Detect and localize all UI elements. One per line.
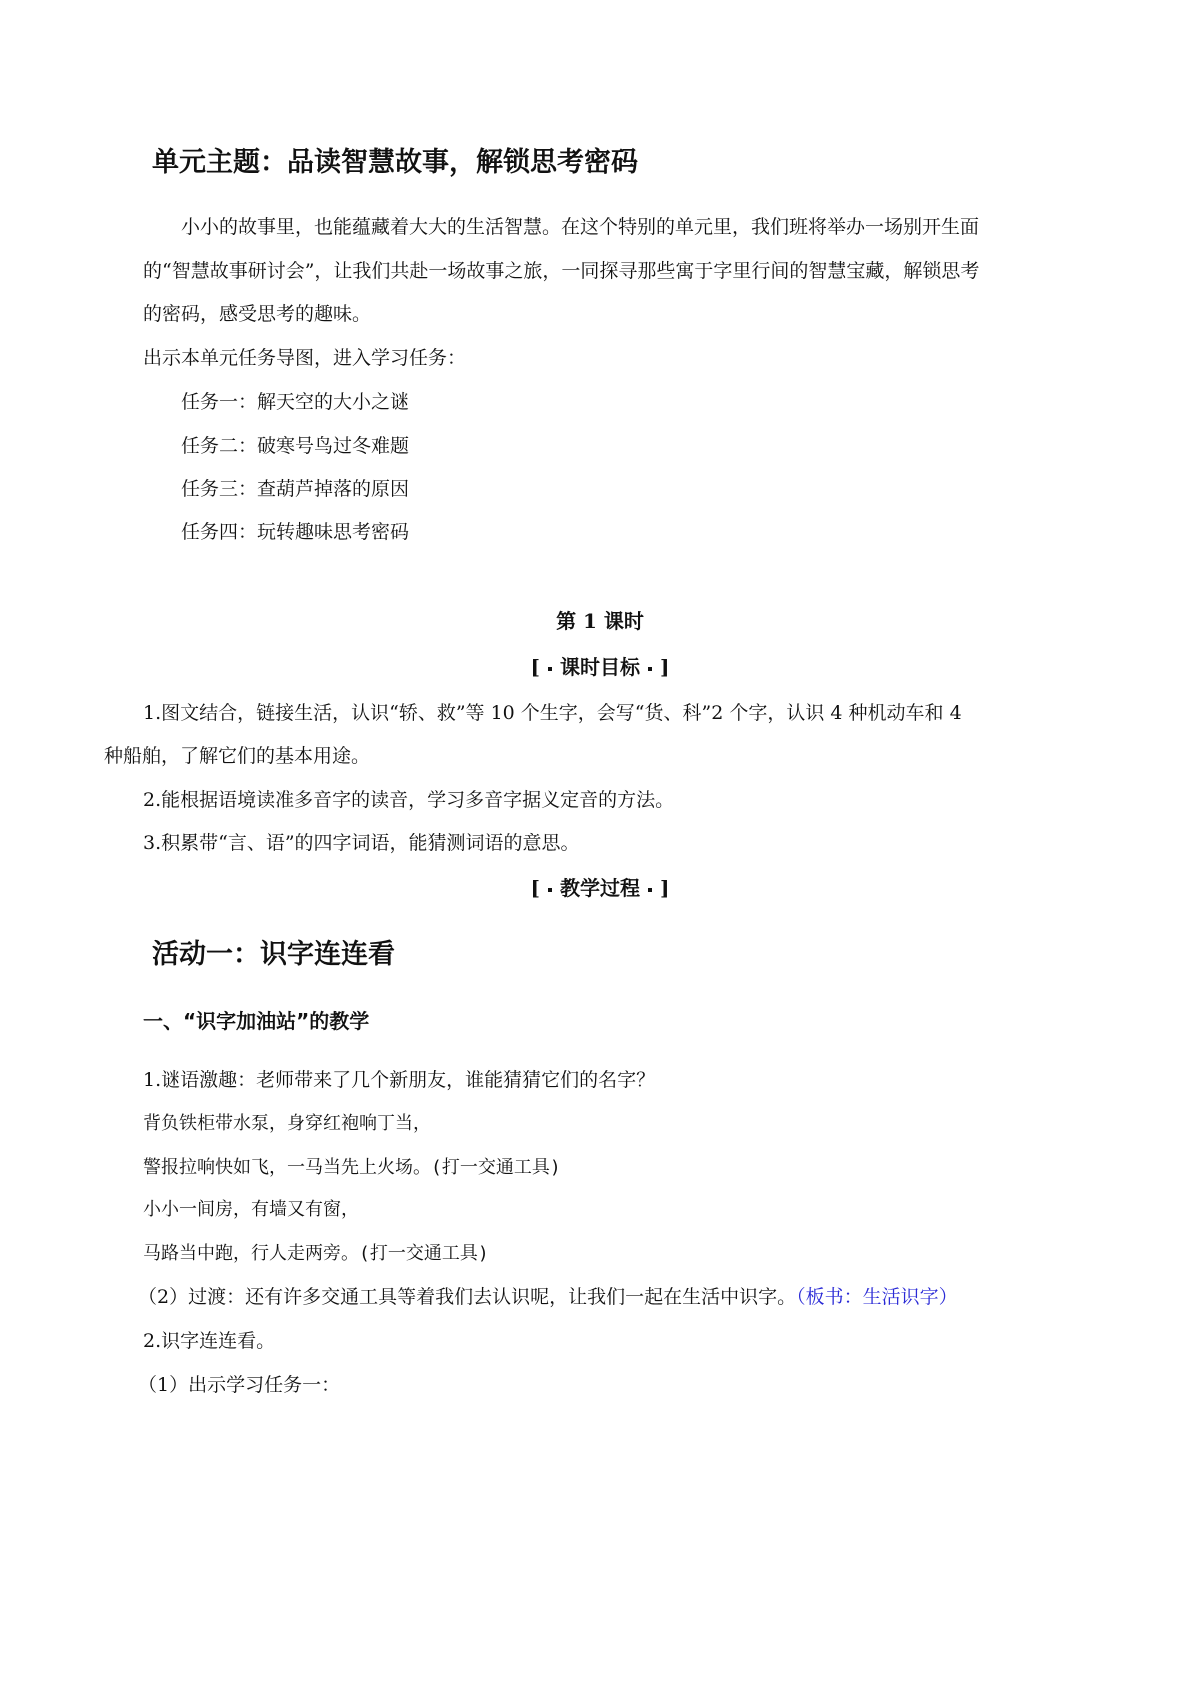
step-1: 1.谜语激趣：老师带来了几个新朋友，谁能猜猜它们的名字？ [143, 1069, 656, 1091]
square-bullet-icon [548, 888, 552, 892]
goal-line-3: 2.能根据语境读准多音字的读音，学习多音字据义定音的方法。 [143, 789, 675, 811]
transition-line [138, 1285, 958, 1309]
unit-title: 单元主题：品读智慧故事，解锁思考密码 [152, 147, 638, 178]
riddle-line-2: 警报拉响快如飞，一马当先上火场。(打一交通工具) [143, 1157, 561, 1178]
intro-line-3: 的密码，感受思考的趣味。 [143, 303, 372, 325]
section-heading: 一、“识字加油站”的教学 [143, 1009, 370, 1033]
goal-line-1: 1.图文结合，链接生活，认识“轿、救”等 10 个生字，会写“货、科”2 个字，认识 4 种机动车和 4 [143, 702, 962, 724]
step-2: 2.识字连连看。 [143, 1330, 276, 1352]
task-item-4: 任务四：玩转趣味思考密码 [181, 521, 410, 543]
riddle-line-3: 小小一间房，有墙又有窗， [143, 1199, 359, 1220]
square-bullet-icon [648, 667, 652, 671]
goal-line-4: 3.积累带“言、语”的四字词语，能猜测词语的意思。 [143, 832, 580, 854]
goals-header [0, 655, 1200, 679]
intro-line-2: 的“智慧故事研讨会”，让我们共赴一场故事之旅，一同探寻那些寓于字里行间的智慧宝藏，解锁思考 [143, 260, 980, 282]
activity-title: 活动一：识字连连看 [152, 939, 395, 970]
transition-text: （2）过渡：还有许多交通工具等着我们去认识呢，让我们一起在生活中识字。 [138, 1286, 797, 1308]
goals-header-close: ] [660, 655, 670, 679]
riddle-line-4: 马路当中跑，行人走两旁。(打一交通工具) [143, 1243, 489, 1264]
task-item-2: 任务二：破寒号鸟过冬难题 [181, 435, 410, 457]
task-item-3: 任务三：查葫芦掉落的原因 [181, 478, 410, 500]
square-bullet-icon [648, 888, 652, 892]
intro-line-1: 小小的故事里，也能蕴藏着大大的生活智慧。在这个特别的单元里，我们班将举办一场别开生面 [181, 216, 980, 238]
task-item-1: 任务一：解天空的大小之谜 [181, 391, 410, 413]
goals-header-text: 课时目标 [560, 655, 640, 679]
goal-line-2: 种船舶，了解它们的基本用途。 [104, 745, 371, 767]
process-header-close: ] [660, 876, 670, 900]
task-map-line: 出示本单元任务导图，进入学习任务： [143, 347, 467, 369]
step-2-sub: （1）出示学习任务一： [138, 1374, 341, 1396]
process-header-text: 教学过程 [560, 876, 640, 900]
board-note: （板书：生活识字） [796, 1286, 958, 1308]
goals-header-open: [ [530, 655, 540, 679]
process-header-open: [ [530, 876, 540, 900]
process-header [0, 876, 1200, 900]
square-bullet-icon [548, 667, 552, 671]
lesson-title: 第 1 课时 [556, 609, 644, 633]
riddle-line-1: 背负铁柜带水泵，身穿红袍响丁当， [143, 1113, 431, 1134]
